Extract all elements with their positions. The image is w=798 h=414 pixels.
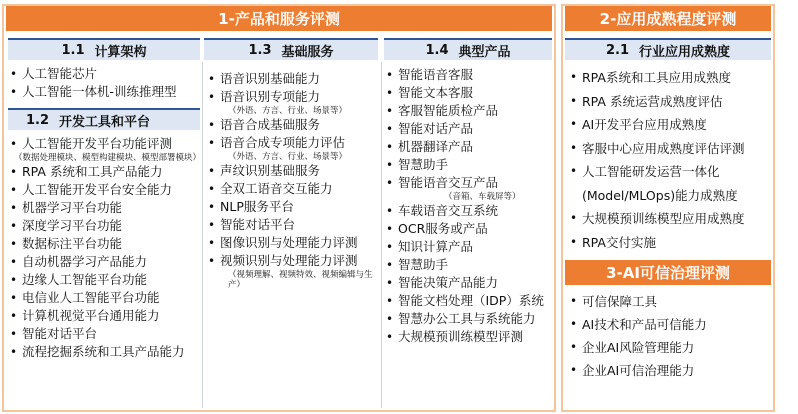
col-1-1-header bbox=[8, 38, 200, 60]
col-1-1-list bbox=[8, 65, 177, 101]
list-item: • 人工智能研发运营一体化 bbox=[568, 160, 745, 184]
list-item: • 数据标注平台功能 bbox=[8, 235, 198, 253]
list-item: • 智能语音客服 bbox=[384, 66, 544, 84]
list-item: • 人工智能开发平台功能评测 bbox=[8, 135, 198, 153]
list-item: • RPA 系统和工具产品能力 bbox=[8, 163, 198, 181]
list-item: • AI开发平台应用成熟度 bbox=[568, 113, 745, 137]
col-1-1-num: 1.1 bbox=[61, 42, 85, 58]
list-item: • RPA 系统运营成熟度评估 bbox=[568, 90, 745, 114]
list-item-continued: (Model/MLOps)能力成熟度 bbox=[582, 187, 738, 203]
section3-title: 3-AI可信治理评测 bbox=[565, 260, 771, 285]
list-item: • 智能文本客服 bbox=[384, 84, 544, 102]
col-1-4-header bbox=[384, 38, 552, 60]
list-item: • 可信保障工具 bbox=[568, 290, 707, 313]
list-item: • 语音识别基础能力 bbox=[206, 70, 376, 88]
col-2-1-title: 行业应用成熟度 bbox=[639, 44, 731, 60]
list-item: • 电信业人工智能平台功能 bbox=[8, 289, 198, 307]
list-item: • NLP服务平台 bbox=[206, 198, 376, 216]
list-item: • 车载语音交互系统 bbox=[384, 202, 544, 220]
list-item: • 声纹识别基础服务 bbox=[206, 162, 376, 180]
list-item: • 语音识别专项能力 bbox=[206, 88, 376, 106]
col-1-3-list bbox=[206, 70, 376, 290]
list-item: • 智慧助手 bbox=[384, 156, 544, 174]
list-item: • 智能语音交互产品 bbox=[384, 174, 544, 192]
list-item: • 客服智能质检产品 bbox=[384, 102, 544, 120]
list-item: • 智能文档处理（IDP）系统 bbox=[384, 292, 544, 310]
list-item: • 人工智能芯片 bbox=[8, 65, 177, 83]
list-item: • 自动机器学习产品能力 bbox=[8, 253, 198, 271]
list-item: • 全双工语音交互能力 bbox=[206, 180, 376, 198]
list-item: • 人工智能开发平台安全能力 bbox=[8, 181, 198, 199]
list-item: • 知识计算产品 bbox=[384, 238, 544, 256]
list-item: • 企业AI可信治理能力 bbox=[568, 359, 707, 382]
col-1-1-title: 计算架构 bbox=[94, 44, 147, 60]
list-item: • 流程挖掘系统和工具产品能力 bbox=[8, 343, 198, 361]
list-item: • 图像识别与处理能力评测 bbox=[206, 234, 376, 252]
col-2-1-list bbox=[568, 66, 745, 254]
list-item: • 大规模预训练模型评测 bbox=[384, 328, 544, 346]
col-3-list bbox=[568, 290, 707, 382]
list-item: • 机器翻译产品 bbox=[384, 138, 544, 156]
list-item: • RPA系统和工具应用成熟度 bbox=[568, 66, 745, 90]
col-1-3-header bbox=[204, 38, 378, 60]
list-item: • 智能对话平台 bbox=[206, 216, 376, 234]
list-item-note: （音箱、车载屏等） bbox=[444, 192, 521, 202]
list-item: • 大规模预训练模型应用成熟度 bbox=[568, 207, 745, 231]
col-1-3-num: 1.3 bbox=[248, 42, 272, 58]
list-item: • 智能决策产品能力 bbox=[384, 274, 544, 292]
list-item: • 企业AI风险管理能力 bbox=[568, 336, 707, 359]
col-1-2-num: 1.2 bbox=[26, 112, 50, 128]
col-1-2-title: 开发工具和平台 bbox=[59, 114, 151, 130]
list-item: • 客服中心应用成熟度评估评测 bbox=[568, 137, 745, 161]
col-1-2-list bbox=[8, 135, 202, 361]
section1-title: 1-产品和服务评测 bbox=[6, 6, 552, 31]
col-1-2-header bbox=[8, 108, 200, 130]
list-item: • AI技术和产品可信能力 bbox=[568, 313, 707, 336]
list-item: • RPA交付实施 bbox=[568, 231, 745, 255]
list-item: • 智能对话平台 bbox=[8, 325, 198, 343]
col-2-1-header bbox=[565, 38, 771, 60]
list-item: • 智慧助手 bbox=[384, 256, 544, 274]
list-item: • 计算机视觉平台通用能力 bbox=[8, 307, 198, 325]
list-item: • OCR服务或产品 bbox=[384, 220, 544, 238]
col-1-4-list bbox=[384, 66, 544, 346]
list-item: • 视频识别与处理能力评测 bbox=[206, 252, 376, 270]
list-item-note: （视频理解、视频特效、视频编辑与生产） bbox=[228, 270, 373, 290]
divider-1 bbox=[202, 62, 203, 408]
list-item: • 语音合成基础服务 bbox=[206, 116, 376, 134]
col-2-1-num: 2.1 bbox=[605, 42, 629, 58]
section2-title: 2-应用成熟程度评测 bbox=[565, 6, 771, 31]
col-1-4-num: 1.4 bbox=[425, 42, 449, 58]
list-item-note: （外语、方言、行业、场景等） bbox=[228, 152, 348, 162]
list-item-note: （数据处理模块、模型构建模块、模型部署模块） bbox=[14, 153, 202, 163]
list-item: • 智能对话产品 bbox=[384, 120, 544, 138]
list-item: • 语音合成专项能力评估 bbox=[206, 134, 376, 152]
col-1-3-title: 基础服务 bbox=[281, 44, 334, 60]
list-item-note: （外语、方言、行业、场景等） bbox=[228, 106, 348, 116]
list-item: • 人工智能一体机-训练推理型 bbox=[8, 83, 177, 101]
list-item: • 边缘人工智能平台功能 bbox=[8, 271, 198, 289]
list-item: • 智慧办公工具与系统能力 bbox=[384, 310, 544, 328]
divider-2 bbox=[381, 62, 382, 408]
col-1-4-title: 典型产品 bbox=[458, 44, 511, 60]
list-item: • 深度学习平台功能 bbox=[8, 217, 198, 235]
list-item: • 机器学习平台功能 bbox=[8, 199, 198, 217]
